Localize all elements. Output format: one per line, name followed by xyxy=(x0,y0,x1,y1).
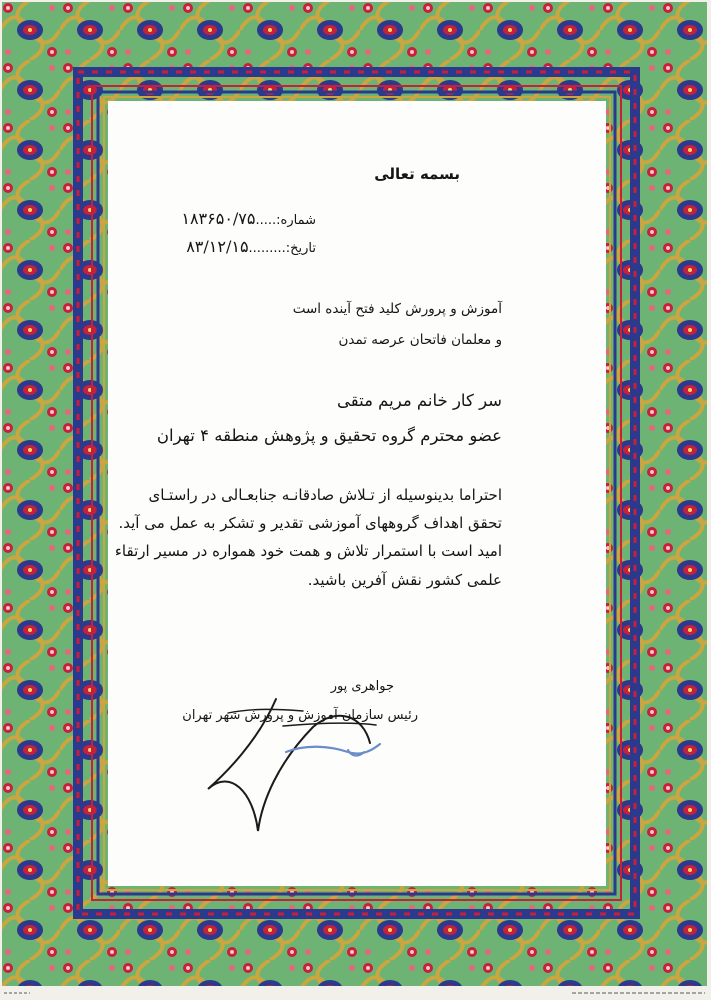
number-value: ۱۸۳۶۵۰/۷۵ xyxy=(181,209,256,228)
body-line-3: امید است با استمرار تلاش و همت خود همواره در مسیر ارتقاء xyxy=(114,542,502,560)
number-dots: ..... xyxy=(255,213,277,228)
addressee-name: سر کار خانم مریم متقی xyxy=(337,391,502,410)
addressee-position: عضو محترم گروه تحقیق و پژوهش منطقه ۴ تهران xyxy=(156,426,502,445)
motto-line-2: و معلمان فاتحان عرصه تمدن xyxy=(338,332,502,348)
number-label: شماره: xyxy=(276,213,316,228)
signatory-title: رئیس سازمان آموزش و پرورش شهر تهران xyxy=(182,708,418,723)
motto-line-1: آموزش و پرورش کلید فتح آینده است xyxy=(292,301,502,317)
reference-number xyxy=(181,209,316,228)
body-line-4: علمی کشور نقش آفرین باشید. xyxy=(307,571,502,589)
letter-body xyxy=(108,101,606,886)
invocation-heading: بسمه تعالی xyxy=(374,165,460,183)
date-label: تاریخ: xyxy=(285,241,316,256)
footer-fine-print xyxy=(0,986,711,1000)
signatory-name: جواهری پور xyxy=(330,679,394,694)
date-dots: ......... xyxy=(248,241,286,256)
body-line-2: تحقق اهداف گروههای آموزشی تقدیر و تشکر به عمل می آید. xyxy=(118,514,502,532)
date-value: ۸۳/۱۲/۱۵ xyxy=(186,237,249,256)
reference-date xyxy=(186,237,316,256)
body-line-1: احتراما بدینوسیله از تـلاش صادقانـه جنابعـالی در راستـای xyxy=(148,486,502,504)
